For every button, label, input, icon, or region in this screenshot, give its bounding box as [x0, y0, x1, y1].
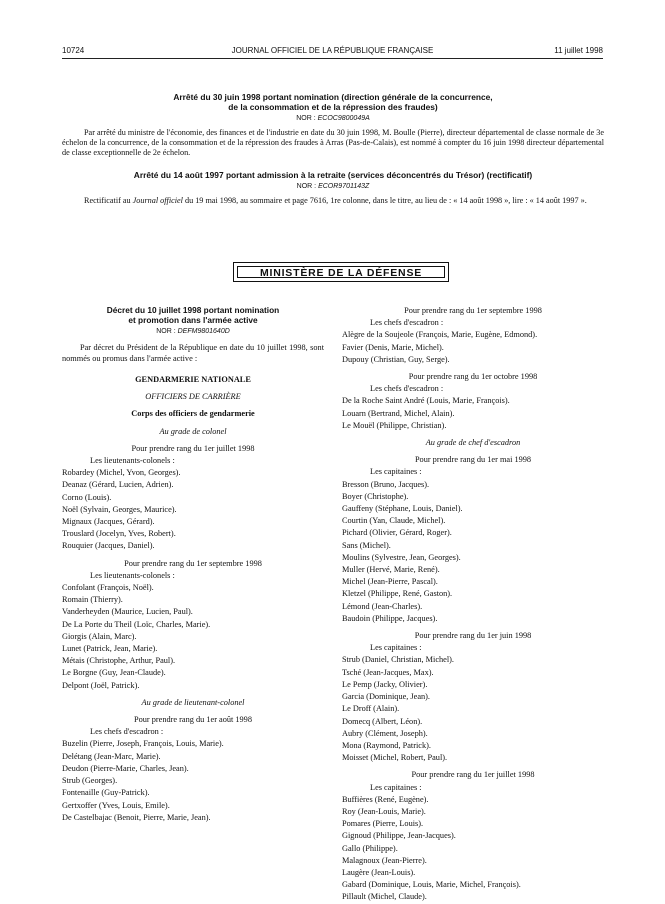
- role-label: Les lieutenants-colonels :: [90, 570, 175, 580]
- officer-name: De Castelbajac (Benoit, Pierre, Marie, Jean).: [62, 812, 211, 822]
- officer-name: Laugère (Jean-Louis).: [342, 867, 416, 877]
- officer-name: Mona (Raymond, Patrick).: [342, 740, 431, 750]
- officer-name: Garcia (Dominique, Jean).: [342, 692, 431, 702]
- issue-date: 11 juillet 1998: [554, 46, 603, 55]
- nor-code: DEFM9801640D: [177, 328, 230, 335]
- officer-name: Delpont (Joël, Patrick).: [62, 680, 140, 690]
- officer-name: Gignoud (Philippe, Jean-Jacques).: [342, 831, 456, 841]
- decret-title-line1: Décret du 10 juillet 1998 portant nomination: [106, 305, 280, 315]
- grade-heading: Au grade de colonel: [159, 426, 227, 436]
- arrete1-title: [62, 92, 604, 112]
- officiers-heading: OFFICIERS DE CARRIÈRE: [145, 392, 241, 402]
- officer-name: Giorgis (Alain, Marc).: [62, 631, 137, 641]
- officer-name: Roy (Jean-Louis, Marie).: [342, 806, 426, 816]
- officer-name: Aubry (Clément, Joseph).: [342, 728, 428, 738]
- officer-name: De La Porte du Theil (Loïc, Charles, Marie).: [62, 619, 211, 629]
- rank-date: Pour prendre rang du 1er mai 1998: [414, 455, 532, 465]
- nor-label: NOR :: [156, 328, 176, 335]
- rank-date: Pour prendre rang du 1er juin 1998: [414, 631, 532, 641]
- arrete1-body: Par arrêté du ministre de l'économie, des finances et de l'industrie en date du 30 juin 1998, M. Boulle (Pierre), directeur départemental de classe normale de 3e échelon de la concurrence, de la consommation et de la répression des fraudes à Arras (Pas-de-Calais), est nommé à compter du 16 juin 1998 directeur départemental de classe exceptionnelle de 2e échelon.: [62, 128, 604, 157]
- officer-name: Pillault (Michel, Claude).: [342, 892, 427, 902]
- arrete2-nor: [62, 182, 604, 192]
- officer-name: Deanaz (Gérard, Lucien, Adrien).: [62, 480, 174, 490]
- decret-nor: [62, 327, 324, 337]
- arretes-block: [62, 92, 604, 206]
- nor-label: NOR :: [296, 183, 317, 190]
- left-list: [62, 421, 324, 824]
- role-label: Les chefs d'escadron :: [90, 727, 164, 737]
- role-label: Les capitaines :: [370, 467, 422, 477]
- officer-name: Louarn (Bertrand, Michel, Alain).: [342, 408, 455, 418]
- officer-name: Michel (Jean-Pierre, Pascal).: [342, 577, 438, 587]
- officer-name: Buffières (René, Eugène).: [342, 794, 429, 804]
- rank-date: Pour prendre rang du 1er août 1998: [134, 715, 252, 725]
- officer-name: Le Droff (Alain).: [342, 704, 400, 714]
- officer-name: Pomares (Pierre, Louis).: [342, 819, 424, 829]
- officer-name: Vanderheyden (Maurice, Lucien, Paul).: [62, 607, 193, 617]
- officer-name: Métais (Christophe, Arthur, Paul).: [62, 656, 176, 666]
- officer-name: Strub (Daniel, Christian, Michel).: [342, 655, 454, 665]
- officer-name: Sans (Michel).: [342, 540, 391, 550]
- officer-name: Tsché (Jean-Jacques, Max).: [342, 667, 434, 677]
- role-label: Les capitaines :: [370, 643, 422, 653]
- officer-name: Gabard (Dominique, Louis, Marie, Michel, François).: [342, 880, 521, 890]
- officer-name: Moulins (Sylvestre, Jean, Georges).: [342, 552, 461, 562]
- rank-date: Pour prendre rang du 1er septembre 1998: [404, 306, 542, 315]
- officer-name: Domecq (Albert, Léon).: [342, 716, 423, 726]
- page-header: [62, 46, 603, 58]
- decret-title: [62, 305, 324, 325]
- role-label: Les lieutenants-colonels :: [90, 456, 175, 466]
- page-number: 10724: [62, 46, 85, 55]
- officer-name: Muller (Hervé, Marie, René).: [342, 565, 440, 575]
- officer-name: Moisset (Michel, Robert, Paul).: [342, 753, 448, 763]
- nor-label: NOR :: [296, 115, 316, 122]
- gendarmerie-heading: GENDARMERIE NATIONALE: [135, 375, 251, 384]
- officer-name: Gertхoffer (Yves, Louis, Emile).: [62, 800, 170, 810]
- arrete2-body: [62, 196, 604, 206]
- rank-date: Pour prendre rang du 1er juillet 1998: [411, 770, 535, 780]
- officer-name: Strub (Georges).: [62, 776, 118, 786]
- officer-name: Confolant (François, Noël).: [62, 583, 154, 593]
- officer-name: Favier (Denis, Marie, Michel).: [342, 342, 444, 352]
- ministry-box: [233, 262, 449, 282]
- officer-name: Trouslard (Jocelyn, Yves, Robert).: [62, 529, 176, 539]
- officer-name: Bresson (Bruno, Jacques).: [342, 479, 430, 489]
- officer-name: Fontenaille (Guy-Patrick).: [62, 788, 150, 798]
- decret-intro: Par décret du Président de la République en date du 10 juillet 1998, sont nommés ou promus dans l'armée active :: [62, 343, 324, 363]
- decret-title-line2: et promotion dans l'armée active: [128, 315, 258, 325]
- right-column: [342, 305, 604, 904]
- rank-date: Pour prendre rang du 1er septembre 1998: [124, 558, 262, 568]
- officer-name: Le Pemp (Jacky, Olivier).: [342, 679, 428, 689]
- officer-name: Gauffeny (Stéphane, Louis, Daniel).: [342, 504, 463, 514]
- arrete2-title: Arrêté du 14 août 1997 portant admission à la retraite (services déconcentrés du Trésor) (rectificatif): [133, 170, 533, 180]
- officer-name: Gallo (Philippe).: [342, 843, 398, 853]
- arrete2-body-part1: Rectificatif au: [84, 196, 131, 205]
- officer-name: Le Mouël (Philippe, Christian).: [342, 420, 447, 430]
- nor-code: ECOR9701143Z: [318, 183, 370, 190]
- officer-name: Lémond (Jean-Charles).: [342, 601, 423, 611]
- officer-name: Courtin (Yan, Claude, Michel).: [342, 516, 446, 526]
- officer-name: Baudoin (Philippe, Jacques).: [342, 613, 438, 623]
- journal-officiel-ref: Journal officiel: [132, 196, 183, 205]
- officer-name: Le Borgne (Guy, Jean-Claude).: [62, 668, 166, 678]
- officer-name: Pichard (Olivier, Gérard, Roger).: [342, 528, 452, 538]
- role-label: Les chefs d'escadron :: [370, 384, 444, 394]
- role-label: Les chefs d'escadron :: [370, 318, 444, 328]
- officer-name: Kletzel (Philippe, René, Gaston).: [342, 589, 453, 599]
- journal-title: JOURNAL OFFICIEL DE LA RÉPUBLIQUE FRANÇAISE: [231, 46, 434, 55]
- officer-name: Corno (Louis).: [62, 492, 112, 502]
- arrete1-title-line2: de la consommation et de la répression des fraudes): [228, 102, 438, 112]
- officer-name: Dupouy (Christian, Guy, Serge).: [342, 354, 450, 364]
- officer-name: De la Roche Saint André (Louis, Marie, François).: [342, 396, 510, 406]
- right-list: [342, 305, 604, 904]
- officer-name: Romain (Thierry).: [62, 595, 123, 605]
- officer-name: Boyer (Christophe).: [342, 491, 409, 501]
- header-rule: [62, 58, 603, 59]
- rank-date: Pour prendre rang du 1er juillet 1998: [131, 443, 255, 453]
- rank-date: Pour prendre rang du 1er octobre 1998: [408, 372, 538, 382]
- role-label: Les capitaines :: [370, 782, 422, 792]
- corps-heading: Corps des officiers de gendarmerie: [131, 409, 255, 419]
- left-column: [62, 305, 324, 824]
- officer-name: Malagnoux (Jean-Pierre).: [342, 855, 427, 865]
- officer-name: Robardey (Michel, Yvon, Georges).: [62, 468, 181, 478]
- arrete1-title-line1: Arrêté du 30 juin 1998 portant nomination (direction générale de la concurrence,: [173, 92, 493, 102]
- nor-code: ECOC9800049A: [317, 115, 370, 122]
- officer-name: Noël (Sylvain, Georges, Maurice).: [62, 504, 177, 514]
- officer-name: Delétang (Jean-Marc, Marie).: [62, 751, 161, 761]
- arrete2-body-part2: du 19 mai 1998, au sommaire et page 7616, 1re colonne, dans le titre, au lieu de : « 14 août 1998 », lire : « 14 août 1997 ».: [184, 196, 587, 205]
- grade-heading: Au grade de chef d'escadron: [425, 438, 521, 448]
- arrete1-nor: [62, 114, 604, 124]
- grade-heading: Au grade de lieutenant-colonel: [141, 697, 245, 707]
- officer-name: Rouquier (Jacques, Daniel).: [62, 541, 155, 551]
- ministry-title: MINISTÈRE DE LA DÉFENSE: [237, 266, 445, 278]
- officer-name: Lunet (Patrick, Jean, Marie).: [62, 644, 158, 654]
- officer-name: Buzelin (Pierre, Joseph, François, Louis, Marie).: [62, 739, 224, 749]
- officer-name: Deudon (Pierre-Marie, Charles, Jean).: [62, 763, 189, 773]
- officer-name: Alègre de la Soujeole (François, Marie, Eugène, Edmond).: [342, 330, 538, 340]
- officer-name: Mignaux (Jacques, Gérard).: [62, 517, 155, 527]
